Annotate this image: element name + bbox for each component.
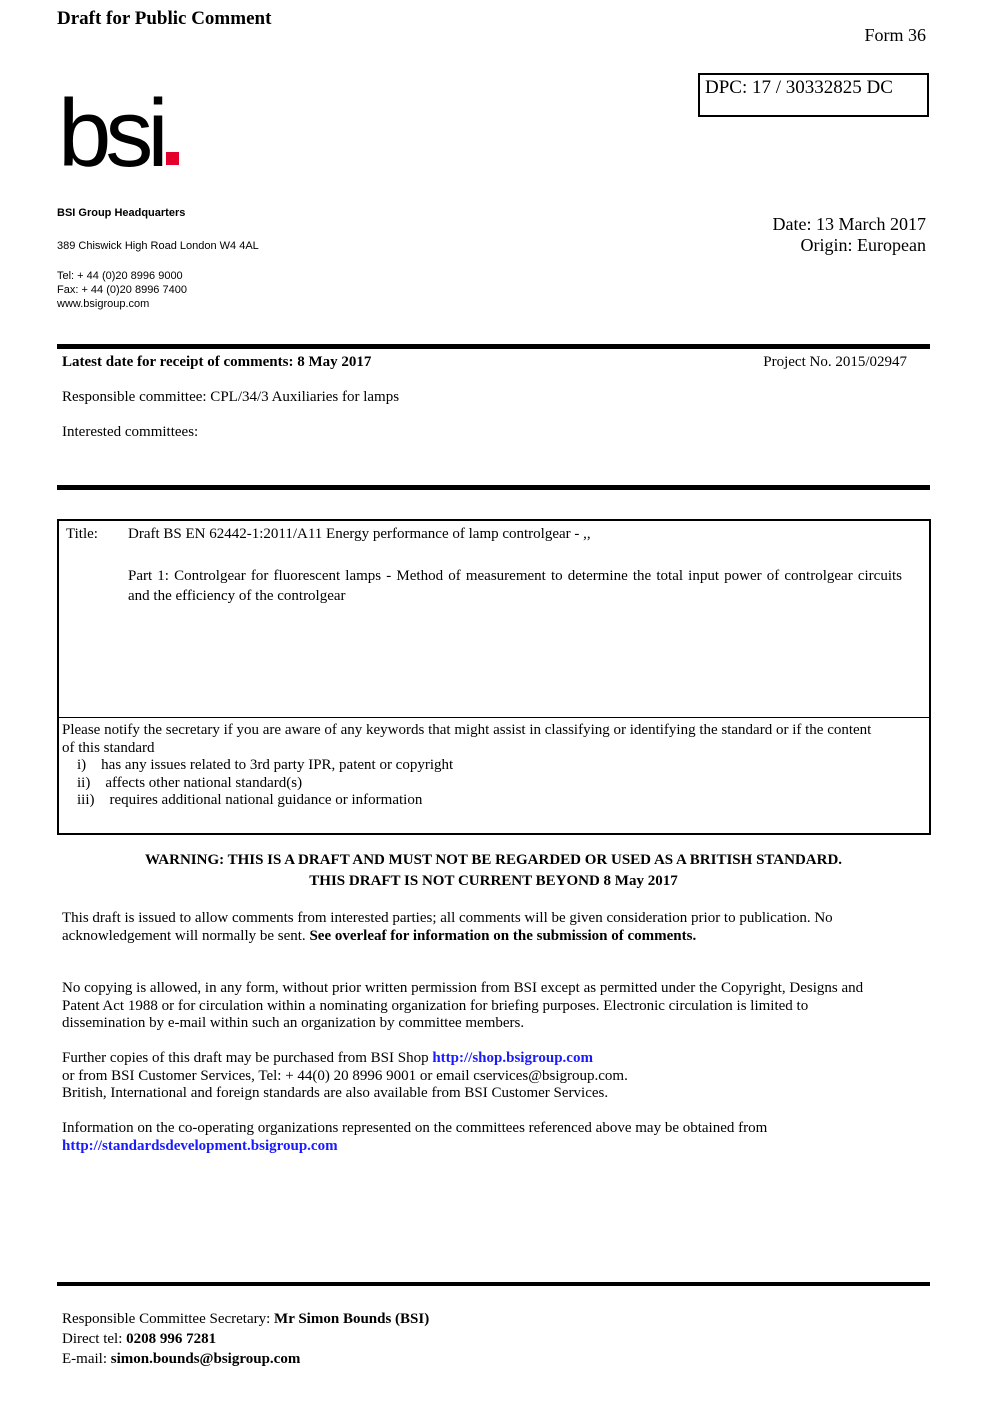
draft-title: Draft for Public Comment [57,8,272,29]
further-copies-text: Further copies of this draft may be purchased from BSI Shop [62,1050,433,1066]
secretary-label: Responsible Committee Secretary: [62,1311,275,1327]
footer-contact [62,1309,429,1369]
secretary-name: Mr Simon Bounds (BSI) [274,1311,430,1327]
org-fax: Fax: + 44 (0)20 8996 7400 [57,284,187,296]
paragraph-cooperating-orgs [62,1120,892,1155]
warning-line-1: WARNING: THIS IS A DRAFT AND MUST NOT BE REGARDED OR USED AS A BRITISH STANDARD. [144,852,843,868]
keywords-item [62,775,872,793]
secretary-email: simon.bounds@bsigroup.com [110,1351,301,1367]
paragraph-copying: No copying is allowed, in any form, without prior written permission from BSI except as permitted under the Copyright, Designs and Patent Act 1988 or for circulation within a nominating organization for briefing purposes. Electronic circulation is limited to dissemination by e-mail within such an organization by committee members. [62,980,864,1031]
title-box-divider [57,717,931,718]
document-origin: Origin: European [800,235,926,255]
bsi-logo [58,78,188,178]
keywords-notice [62,721,872,810]
bsi-logo-dot [166,152,179,165]
keywords-item-num: iii) [77,792,95,808]
paragraph-draft-notice [62,910,892,945]
standards-development-link[interactable]: http://standardsdevelopment.bsigroup.com [62,1137,338,1154]
standards-availability-line: British, International and foreign standards are also available from BSI Customer Services. [62,1085,609,1101]
interested-committees: Interested committees: [62,424,199,440]
project-number: Project No. 2015/02947 [763,354,907,370]
responsible-committee: Responsible committee: CPL/34/3 Auxiliaries for lamps [62,389,400,405]
divider-rule [57,344,930,349]
bsi-logo-text: bsi [58,80,163,178]
form-number: Form 36 [864,25,926,45]
keywords-intro: Please notify the secretary if you are aware of any keywords that might assist in classifying or identifying the standard or if the content of this standard [62,722,872,756]
email-label: E-mail: [62,1351,111,1367]
org-web: www.bsigroup.com [57,298,150,310]
org-name: BSI Group Headquarters [57,207,186,219]
paragraph-further-copies [62,1050,892,1103]
warning-line-2: THIS DRAFT IS NOT CURRENT BEYOND 8 May 2017 [309,873,678,889]
keywords-item-num: i) [77,757,87,773]
org-address: 389 Chiswick High Road London W4 4AL [57,240,259,252]
cooperating-orgs-text: Information on the co-operating organizations represented on the committees referenced above may be obtained from [62,1120,768,1136]
document-title-part: Part 1: Controlgear for fluorescent lamps - Method of measurement to determine the total input power of controlgear circuits and the efficiency of the controlgear [128,568,902,604]
keywords-item-text: has any issues related to 3rd party IPR, patent or copyright [101,757,454,773]
keywords-item [62,757,872,775]
org-contact [57,269,187,311]
org-tel: Tel: + 44 (0)20 8996 9000 [57,270,183,282]
shop-link[interactable]: http://shop.bsigroup.com [432,1050,593,1066]
divider-rule [57,1282,930,1286]
title-label: Title: [66,526,98,542]
divider-rule [57,485,930,490]
draft-notice-text: This draft is issued to allow comments from interested parties; all comments will be given consideration prior to publication. No acknowledgement will normally be sent. [62,910,833,944]
date-origin [773,214,926,256]
keywords-item-text: requires additional national guidance or information [109,792,423,808]
draft-notice-bold: See overleaf for information on the submission of comments. [309,927,697,944]
direct-tel: 0208 996 7281 [126,1331,217,1347]
document-title: Draft BS EN 62442-1:2011/A11 Energy performance of lamp controlgear - ,, [128,526,591,542]
dpc-reference: DPC: 17 / 30332825 DC [705,77,893,98]
document-date: Date: 13 March 2017 [772,214,926,234]
latest-comment-date: Latest date for receipt of comments: 8 May 2017 [62,354,372,370]
customer-services-line: or from BSI Customer Services, Tel: + 44(0) 20 8996 9001 or email cservices@bsigroup.com. [62,1067,628,1084]
direct-tel-label: Direct tel: [62,1331,127,1347]
keywords-item-num: ii) [77,774,91,791]
keywords-item [62,792,872,810]
keywords-item-text: affects other national standard(s) [105,774,303,791]
